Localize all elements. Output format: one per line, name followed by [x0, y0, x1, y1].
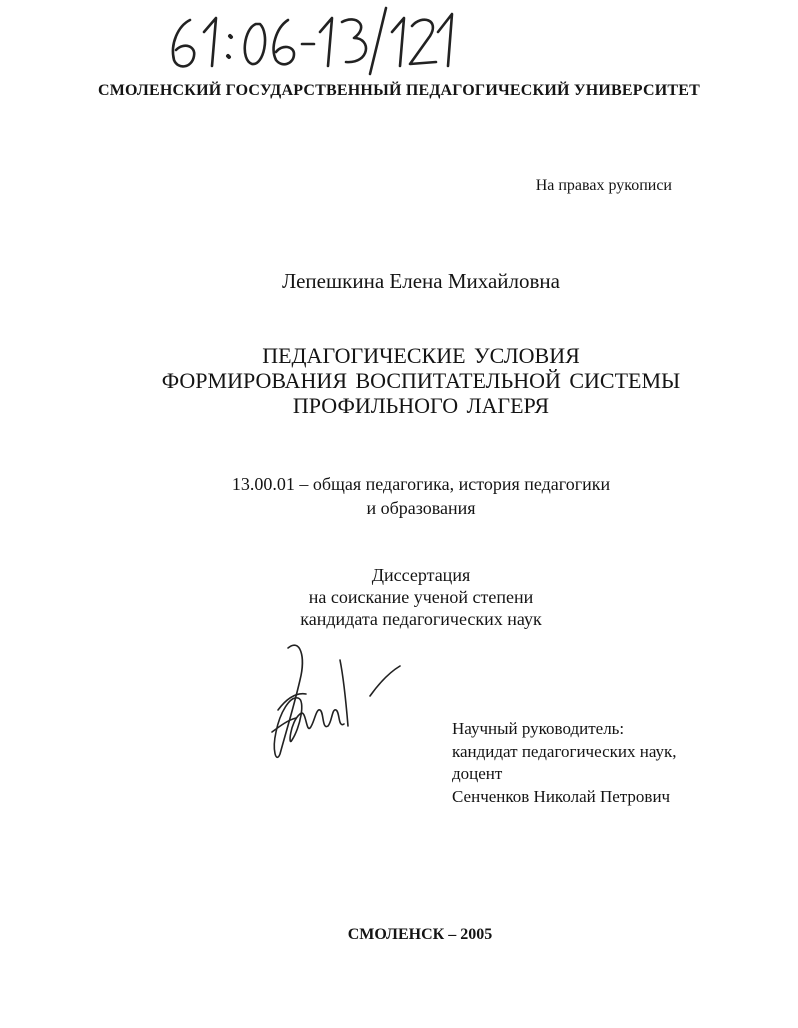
scientific-supervisor [452, 718, 677, 808]
supervisor-line: доцент [452, 764, 503, 783]
university-name: СМОЛЕНСКИЙ ГОСУДАРСТВЕННЫЙ ПЕДАГОГИЧЕСКИЙ УНИВЕРСИТЕТ [98, 82, 700, 99]
supervisor-line: Сенченков Николай Петрович [452, 786, 671, 806]
manuscript-rights-note: На правах рукописи [535, 177, 672, 194]
title-line: ПЕДАГОГИЧЕСКИЕ УСЛОВИЯ [262, 343, 580, 368]
city-and-year: СМОЛЕНСК – 2005 [347, 926, 493, 943]
handwritten-catalog-code [160, 4, 460, 76]
signature [266, 636, 406, 776]
specialty-line: 13.00.01 – общая педагогика, история педагогики [231, 474, 611, 494]
dissertation-title [0, 343, 798, 418]
degree-line: на соискание ученой степени [308, 587, 534, 607]
degree-line: кандидата педагогических наук [300, 609, 542, 629]
supervisor-line: Научный руководитель: [452, 719, 625, 738]
title-line: ФОРМИРОВАНИЯ ВОСПИТАТЕЛЬНОЙ СИСТЕМЫ [161, 368, 681, 393]
specialty-code [0, 472, 798, 520]
supervisor-line: кандидат педагогических наук, [452, 741, 677, 761]
specialty-line: и образования [366, 498, 476, 518]
degree-line: Диссертация [371, 565, 471, 585]
title-line: ПРОФИЛЬНОГО ЛАГЕРЯ [292, 393, 550, 418]
degree-statement [0, 564, 798, 630]
author-name: Лепешкина Елена Михайловна [282, 269, 560, 293]
